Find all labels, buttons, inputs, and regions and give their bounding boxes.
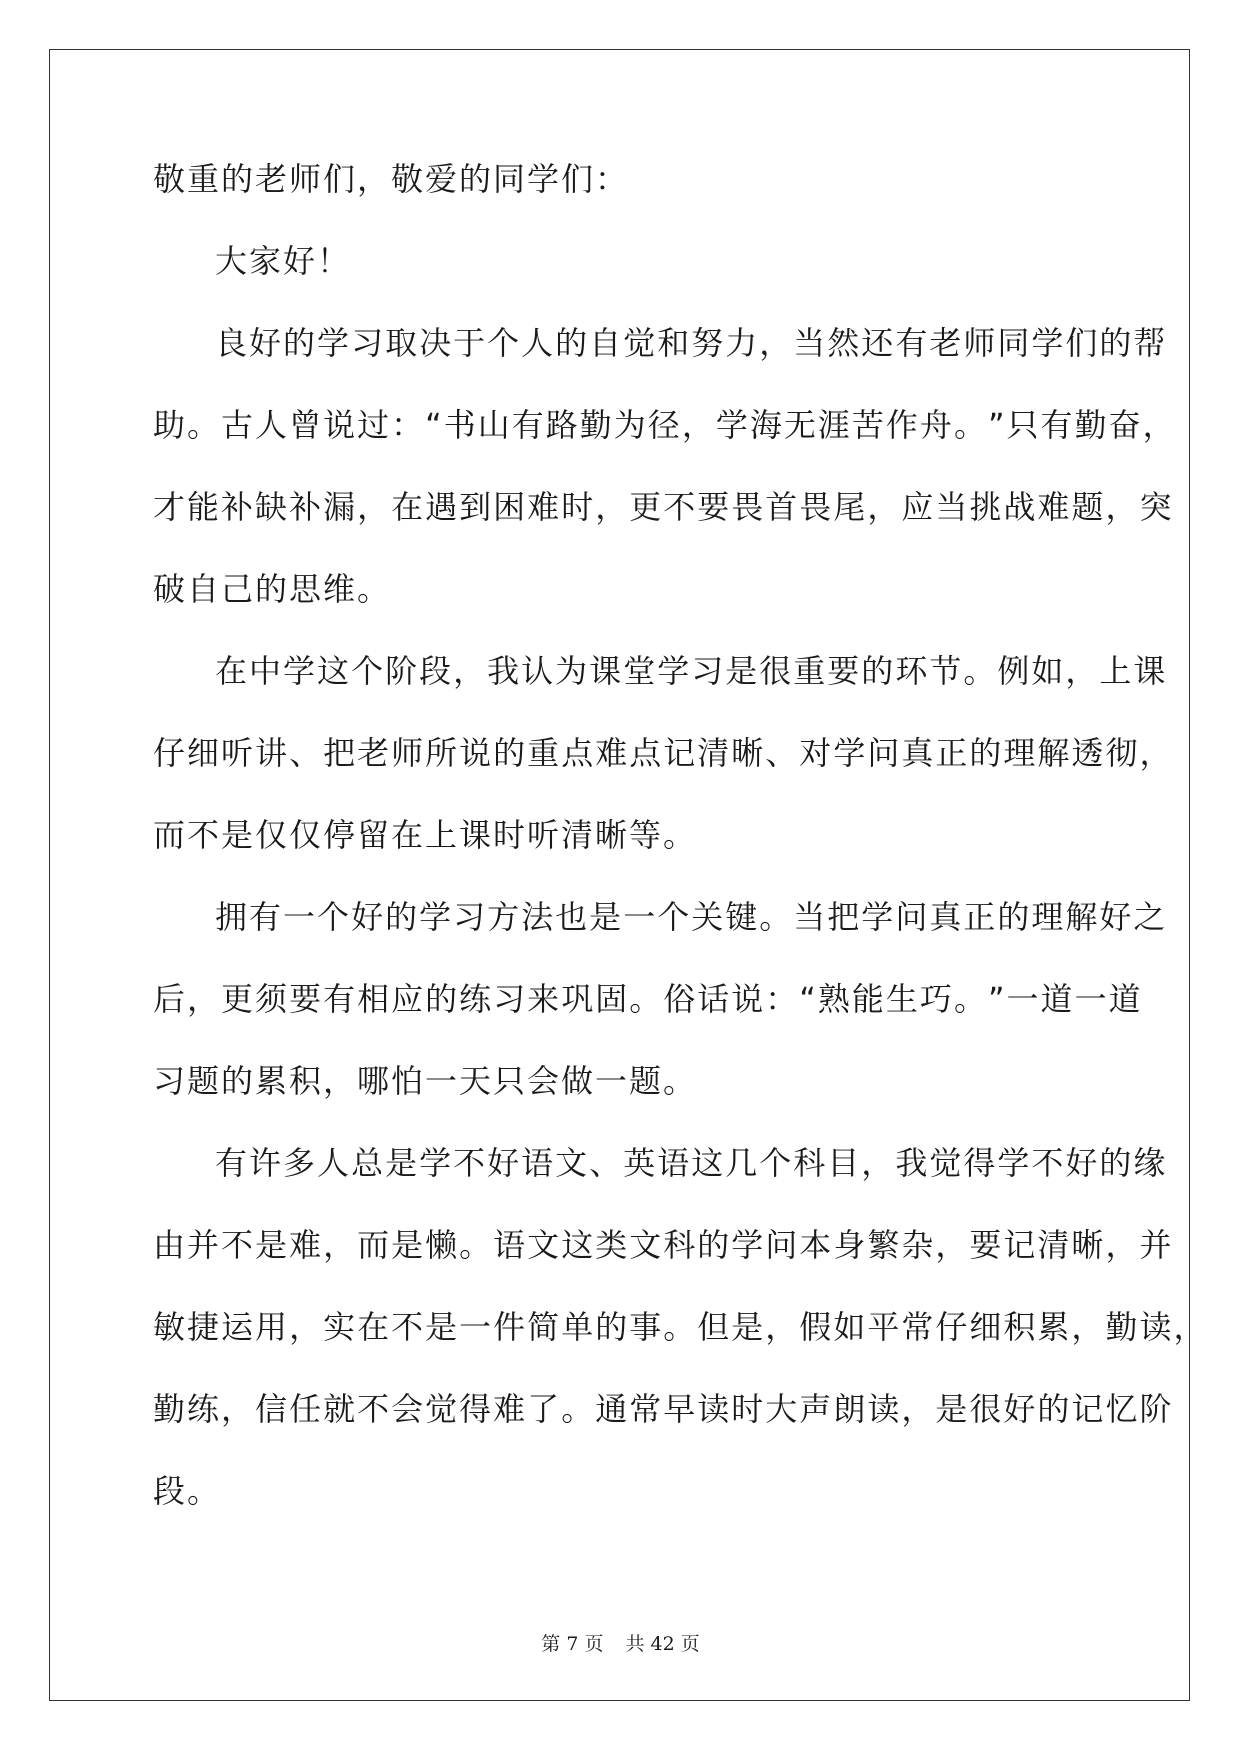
page-footer	[0, 1629, 1241, 1656]
text-line: 勤 练 ， 信 任 就 不 会 觉 得 难 了 。 通 常 早 读 时 大 声 朗 读 ， 是 很 好 的 记 忆 阶	[153, 1390, 1174, 1428]
text-line: 在 中 学 这 个 阶 段 ， 我 认 为 课 堂 学 习 是 很 重 要 的 环 节 。 例 如 ， 上 课	[215, 652, 1168, 690]
text-line: 有 许 多 人 总 是 学 不 好 语 文 、 英 语 这 几 个 科 目 ， 我 觉 得 学 不 好 的 缘	[215, 1144, 1168, 1182]
page-number: 第 7 页	[541, 1633, 604, 1655]
page-total: 共 42 页	[625, 1633, 700, 1655]
text-line: 破自己的思维。	[153, 570, 392, 608]
text-line: 段。	[153, 1472, 222, 1510]
text-line: 良 好 的 学 习 取 决 于 个 人 的 自 觉 和 努 力 ， 当 然 还 有 老 师 同 学 们 的 帮	[215, 324, 1168, 362]
text-line: 助 。 古 人 曾 说 过 ： “ 书 山 有 路 勤 为 径 ， 学 海 无 涯 苦 作 舟 。 ” 只 有 勤 奋 ，	[153, 406, 1177, 444]
text-line: 敏 捷 运 用 ， 实 在 不 是 一 件 简 单 的 事 。 但 是 ， 假 如 平 常 仔 细 积 累 ， 勤 读 ，	[153, 1308, 1208, 1346]
text-line: 由 并 不 是 难 ， 而 是 懒 。 语 文 这 类 文 科 的 学 问 本 身 繁 杂 ， 要 记 清 晰 ， 并	[153, 1226, 1174, 1264]
text-line: 后 ， 更 须 要 有 相 应 的 练 习 来 巩 固 。 俗 话 说 ： “ 熟 能 生 巧 。 ” 一 道 一 道	[153, 980, 1143, 1018]
document-body	[153, 160, 1208, 1557]
text-line: 敬重的老师们，敬爱的同学们：	[153, 160, 630, 198]
text-line: 才 能 补 缺 补 漏 ， 在 遇 到 困 难 时 ， 更 不 要 畏 首 畏 尾 ， 应 当 挑 战 难 题 ， 突	[153, 488, 1174, 526]
text-line: 大家好！	[215, 242, 352, 280]
text-line: 拥 有 一 个 好 的 学 习 方 法 也 是 一 个 关 键 。 当 把 学 问 真 正 的 理 解 好 之	[215, 898, 1168, 936]
text-line: 而不是仅仅停留在上课时听清晰等。	[153, 816, 698, 854]
text-line: 习题的累积，哪怕一天只会做一题。	[153, 1062, 698, 1100]
text-line: 仔 细 听 讲 、 把 老 师 所 说 的 重 点 难 点 记 清 晰 、 对 学 问 真 正 的 理 解 透 彻 ，	[153, 734, 1174, 772]
